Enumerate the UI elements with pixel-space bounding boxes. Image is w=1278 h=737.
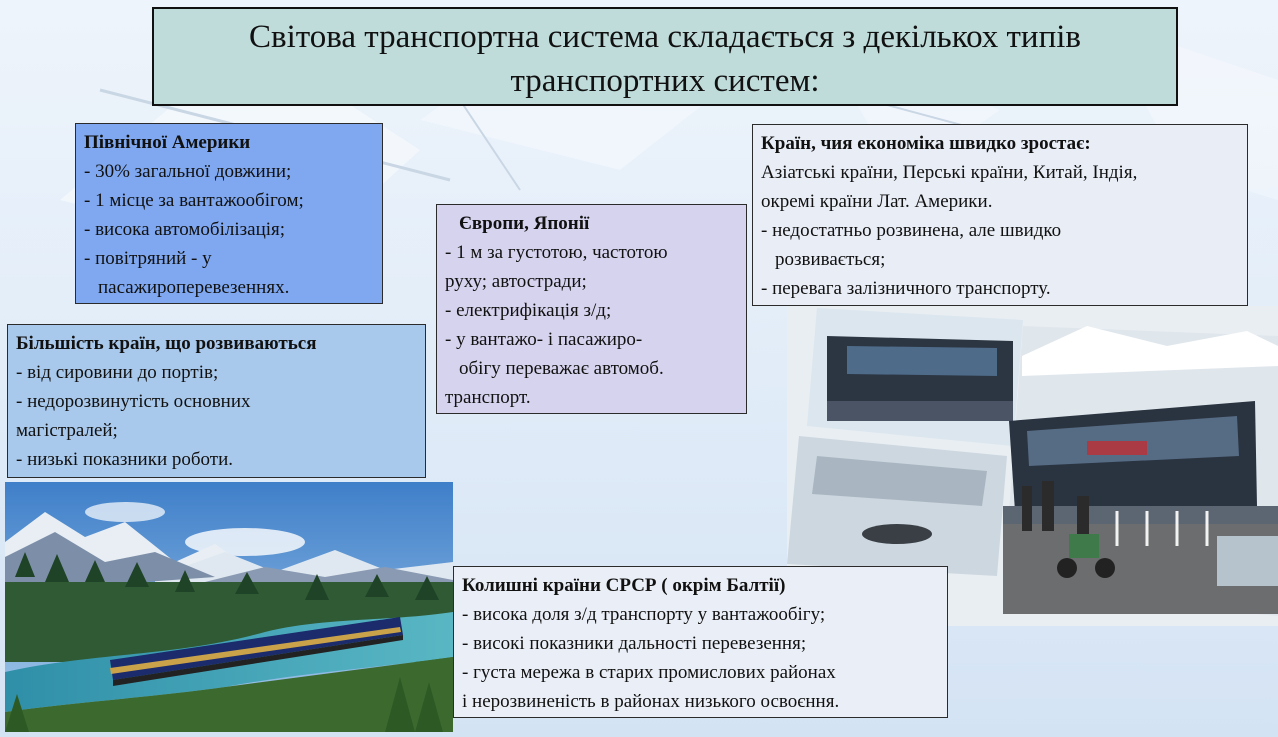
list-item: - недорозвинутість основних [16,391,251,412]
list-item: - густа мережа в старих промислових районах [462,662,836,683]
ussr-countries-box [453,566,948,718]
rapid-growth-box [752,124,1248,306]
developing-heading: Більшість країн, що розвиваються [16,333,317,354]
list-item: окремі країни Лат. Америки. [761,191,993,212]
title-line-2: транспортних систем: [510,63,820,99]
list-item: пасажироперевезеннях. [98,277,290,298]
mountain-train-photo [5,482,453,732]
list-item: - електрифікація з/д; [445,300,612,321]
list-item: - недостатньо розвинена, але швидко [761,220,1062,241]
list-item: - від сировини до портів; [16,362,219,383]
europe-japan-box [436,204,747,414]
list-item: - низькі показники роботи. [16,449,234,470]
list-item: - повітряний - у [84,248,212,269]
slide-title [152,7,1178,106]
developing-countries-box [7,324,426,478]
list-item: руху; автостради; [445,271,587,292]
europe-japan-heading: Європи, Японії [459,213,590,234]
list-item: Азіатські країни, Перські країни, Китай, Індія, [761,162,1138,183]
list-item: - перевага залізничного транспорту. [761,278,1051,299]
list-item: і нерозвиненість в районах низького освоєння. [462,691,840,712]
list-item: обігу переважає автомоб. [459,358,664,379]
list-item: - висока доля з/д транспорту у вантажообігу; [462,604,826,625]
north-america-heading: Північної Америки [84,132,251,153]
list-item: - високі показники дальності перевезення; [462,633,807,654]
list-item: - у вантажо- і пасажиро- [445,329,643,350]
list-item: - 1 місце за вантажообігом; [84,190,304,211]
list-item: - 1 м за густотою, частотою [445,242,668,263]
list-item: магістралей; [16,420,118,441]
north-america-box [75,123,383,304]
rapid-growth-heading: Країн, чия економіка швидко зростає: [761,133,1091,154]
list-item: - висока автомобілізація; [84,219,286,240]
list-item: - 30% загальної довжини; [84,161,292,182]
list-item: транспорт. [445,387,531,408]
ussr-heading: Колишні країни СРСР ( окрім Балтії) [462,575,786,596]
title-line-1: Світова транспортна система складається з декількох типів [248,19,1081,55]
list-item: розвивається; [775,249,886,270]
